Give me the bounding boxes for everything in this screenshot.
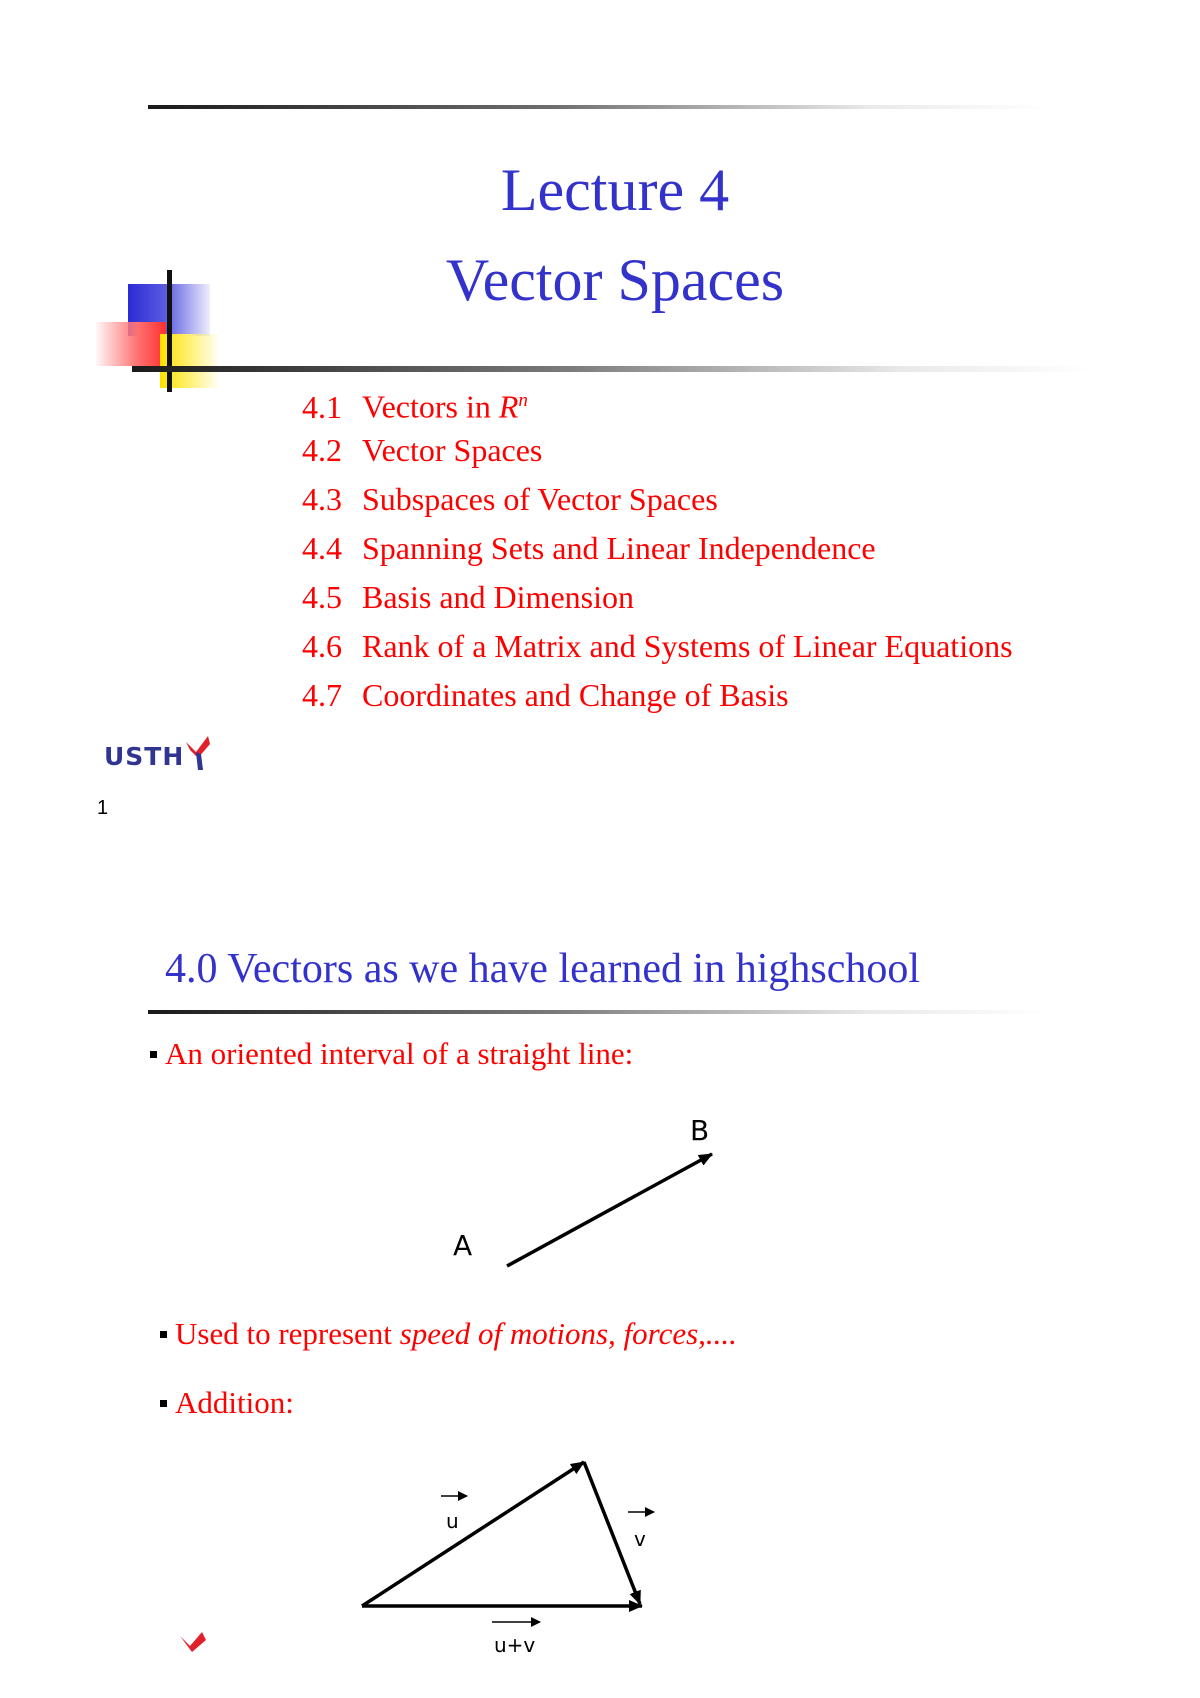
bullet-marker: [160, 1400, 167, 1407]
bullet-addition: Addition:: [160, 1385, 294, 1421]
vector-sum-label: u+v: [494, 1633, 536, 1657]
vector-v-label: v: [634, 1527, 646, 1551]
bullet-marker: [160, 1331, 167, 1338]
vector-u-label: u: [446, 1509, 459, 1533]
toc-item: 4.4 Spanning Sets and Linear Independence: [302, 530, 876, 566]
toc-item: 4.7 Coordinates and Change of Basis: [302, 677, 789, 713]
vector-v-arrow: [584, 1462, 640, 1604]
toc-item: 4.6 Rank of a Matrix and Systems of Linear Equations: [302, 628, 1013, 664]
toc-item: 4.2 Vector Spaces: [302, 432, 543, 468]
lecture-title: Lecture 4: [500, 157, 730, 223]
point-b-label: B: [690, 1114, 710, 1147]
toc-item: 4.5 Basis and Dimension: [302, 579, 634, 615]
page-number: 1: [97, 797, 109, 819]
vector-u-arrow: [362, 1462, 584, 1606]
vector-ab-arrow: [507, 1154, 712, 1266]
usth-logo: USTH: [104, 722, 214, 772]
toc-item: 4.1 Vectors in $R^n$: [302, 388, 528, 425]
toc-item: 4.3 Subspaces of Vector Spaces: [302, 481, 718, 517]
usth-logo-fragment-icon: [180, 1632, 206, 1652]
lecture-subtitle: Vector Spaces: [445, 247, 785, 313]
point-a-label: A: [453, 1229, 473, 1262]
bullet-uses: Used to represent speed of motions, forces,....: [160, 1316, 737, 1352]
section-title: 4.0 Vectors as we have learned in highschool: [165, 946, 921, 992]
bullet-oriented-interval: An oriented interval of a straight line:: [150, 1036, 633, 1072]
